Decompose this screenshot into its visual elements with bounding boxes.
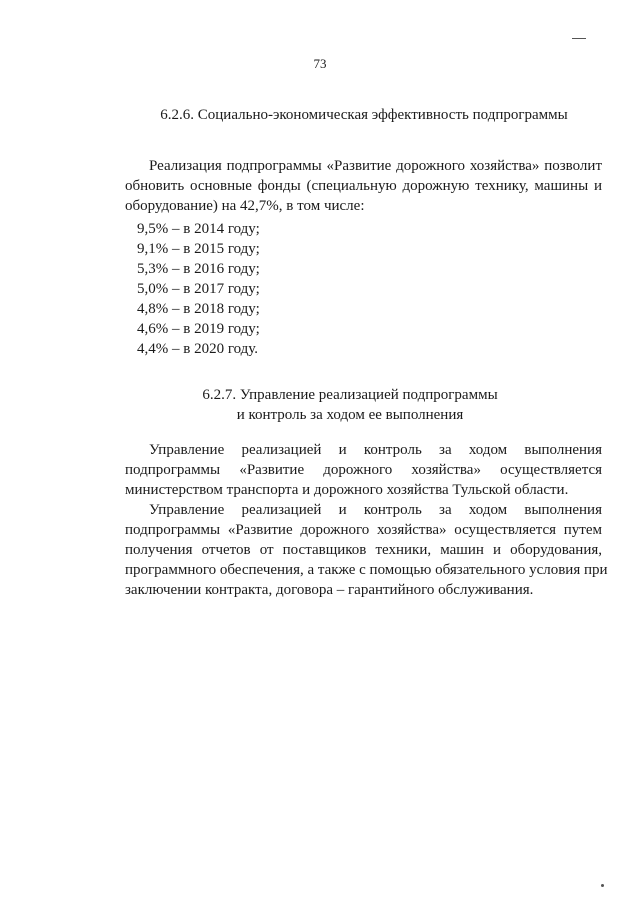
scan-artifact: [572, 38, 586, 39]
paragraph-line: подпрограммы «Развитие дорожного хозяйства» осуществляется путем: [125, 522, 602, 538]
paragraph-line: Управление реализацией и контроль за ходом выполнения: [149, 502, 602, 518]
paragraph-effectiveness: [125, 156, 602, 216]
paragraph-line: оборудование) на 42,7%, в том числе:: [125, 198, 365, 214]
section-heading-6-2-7: [50, 385, 640, 425]
list-item: 5,0% – в 2017 году;: [137, 281, 260, 297]
paragraph-management-1: [125, 440, 602, 500]
page-number: 73: [313, 56, 327, 71]
paragraph-line: обновить основные фонды (специальную дорожную технику, машины и: [125, 178, 602, 194]
list-item: 9,5% – в 2014 году;: [137, 221, 260, 237]
section-heading-line: и контроль за ходом ее выполнения: [236, 407, 464, 423]
list-item: 4,4% – в 2020 году.: [137, 341, 259, 357]
paragraph-management-2: [125, 500, 608, 600]
list-item: 4,6% – в 2019 году;: [137, 321, 260, 337]
list-item: 9,1% – в 2015 году;: [137, 241, 260, 257]
paragraph-line: получения отчетов от поставщиков техники, машин и оборудования,: [125, 542, 602, 558]
percent-by-year-list: [137, 219, 260, 359]
paragraph-line: Управление реализацией и контроль за ходом выполнения: [149, 442, 602, 458]
list-item: 5,3% – в 2016 году;: [137, 261, 260, 277]
paragraph-line: программного обеспечения, а также с помощью обязательного условия при: [125, 562, 608, 578]
paragraph-line: заключении контракта, договора – гарантийного обслуживания.: [125, 582, 534, 598]
paragraph-line: Реализация подпрограммы «Развитие дорожного хозяйства» позволит: [149, 158, 602, 174]
scan-artifact: [601, 884, 604, 887]
paragraph-line: министерством транспорта и дорожного хозяйства Тульской области.: [125, 482, 569, 498]
section-heading-6-2-6: 6.2.6. Социально-экономическая эффективность подпрограммы: [160, 107, 568, 123]
paragraph-line: подпрограммы «Развитие дорожного хозяйства» осуществляется: [125, 462, 602, 478]
list-item: 4,8% – в 2018 году;: [137, 301, 260, 317]
section-heading-line: 6.2.7. Управление реализацией подпрограммы: [202, 387, 498, 403]
